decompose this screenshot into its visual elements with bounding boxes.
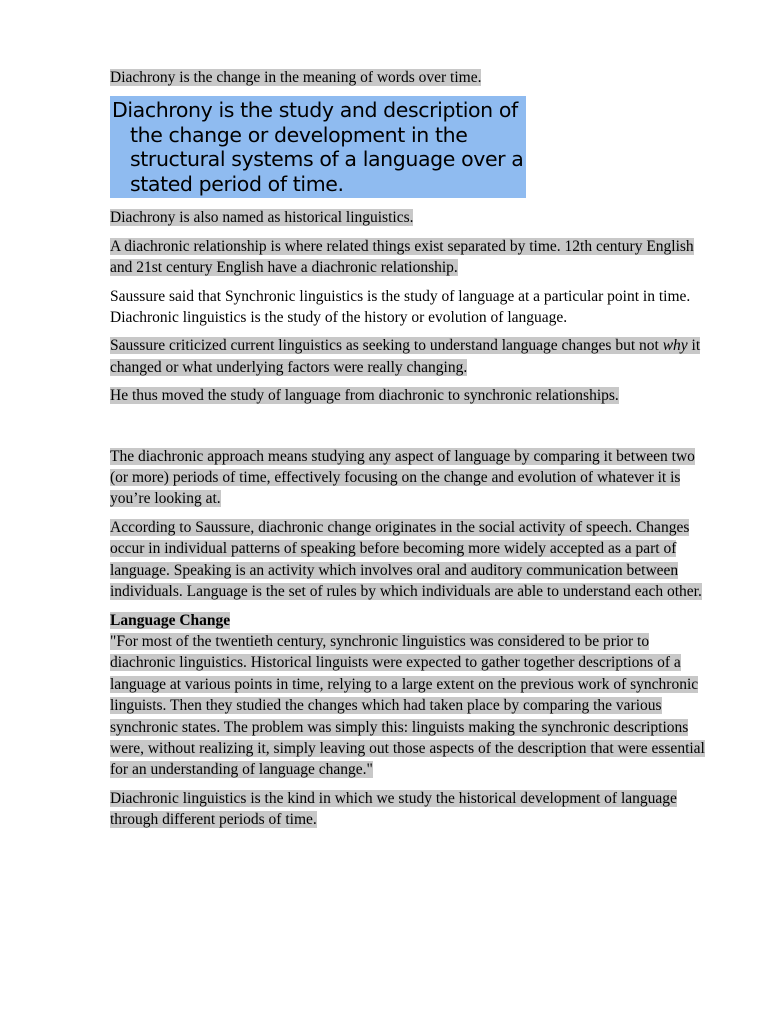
- definition-image: [110, 96, 526, 198]
- historical-linguistics-text: Diachrony is also named as historical linguistics.: [110, 209, 414, 227]
- according-paragraph: [110, 517, 710, 603]
- paragraph-gap: [110, 414, 710, 446]
- according-text: According to Saussure, diachronic change originates in the social activity of speech. Changes occur in individual patterns of speaking before becoming more widely accepted as a part of language. Speaking is an activity which involves oral and auditory communication between individuals. Language is the set of rules by which individuals are able to understand each other.: [110, 518, 702, 601]
- historical-linguistics-line: [110, 207, 710, 228]
- definition-text: Diachrony is the change in the meaning of words over time.: [110, 69, 482, 86]
- image-text-line-2: the change or development in the: [130, 122, 468, 147]
- language-change-quote: "For most of the twentieth century, synchronic linguistics was considered to be prior to diachronic linguistics. Historical linguists were expected to gather together descriptions of a language at various points in time, relying to a large extent on the previous work of synchronic linguists. Then they studied the changes which had taken place by comparing the various synchronic states. The problem was simply this: linguists making the synchronic descriptions were, without realizing it, simply leaving out those aspects of the description that were essential for an understanding of language change.": [110, 632, 705, 779]
- criticized-text-before: Saussure criticized current linguistics as seeking to understand language changes but not: [110, 337, 663, 355]
- image-text-line-1: Diachrony is the study and description of: [112, 98, 518, 123]
- approach-text: The diachronic approach means studying any aspect of language by comparing it between two (or more) periods of time, effectively focusing on the change and evolution of whatever it is you’re looking at.: [110, 447, 695, 508]
- final-text: Diachronic linguistics is the kind in which we study the historical development of language through different periods of time.: [110, 789, 677, 829]
- criticized-text-after: it changed or what underlying factors were really changing.: [110, 337, 701, 376]
- image-text-line-3: structural systems of a language over a: [130, 147, 524, 172]
- language-change-heading: Language Change: [110, 611, 231, 629]
- saussure-said-paragraph: Saussure said that Synchronic linguistics is the study of language at a particular point in time. Diachronic linguistics is the study of the history or evolution of language.: [110, 287, 691, 327]
- document-page: [110, 67, 710, 838]
- image-text-line-4: stated period of time.: [130, 171, 344, 196]
- relationship-paragraph: [110, 236, 710, 279]
- final-paragraph: [110, 788, 710, 831]
- approach-paragraph: [110, 446, 710, 510]
- language-change-section: [110, 610, 710, 781]
- relationship-text: A diachronic relationship is where related things exist separated by time. 12th century English and 21st century English have a diachronic relationship.: [110, 237, 694, 277]
- moved-text: He thus moved the study of language from diachronic to synchronic relationships.: [110, 387, 619, 405]
- criticized-emphasis: why: [662, 337, 688, 355]
- criticized-text: [110, 337, 700, 375]
- definition-line: [110, 67, 710, 88]
- moved-paragraph: [110, 385, 710, 406]
- criticized-paragraph: [110, 335, 710, 378]
